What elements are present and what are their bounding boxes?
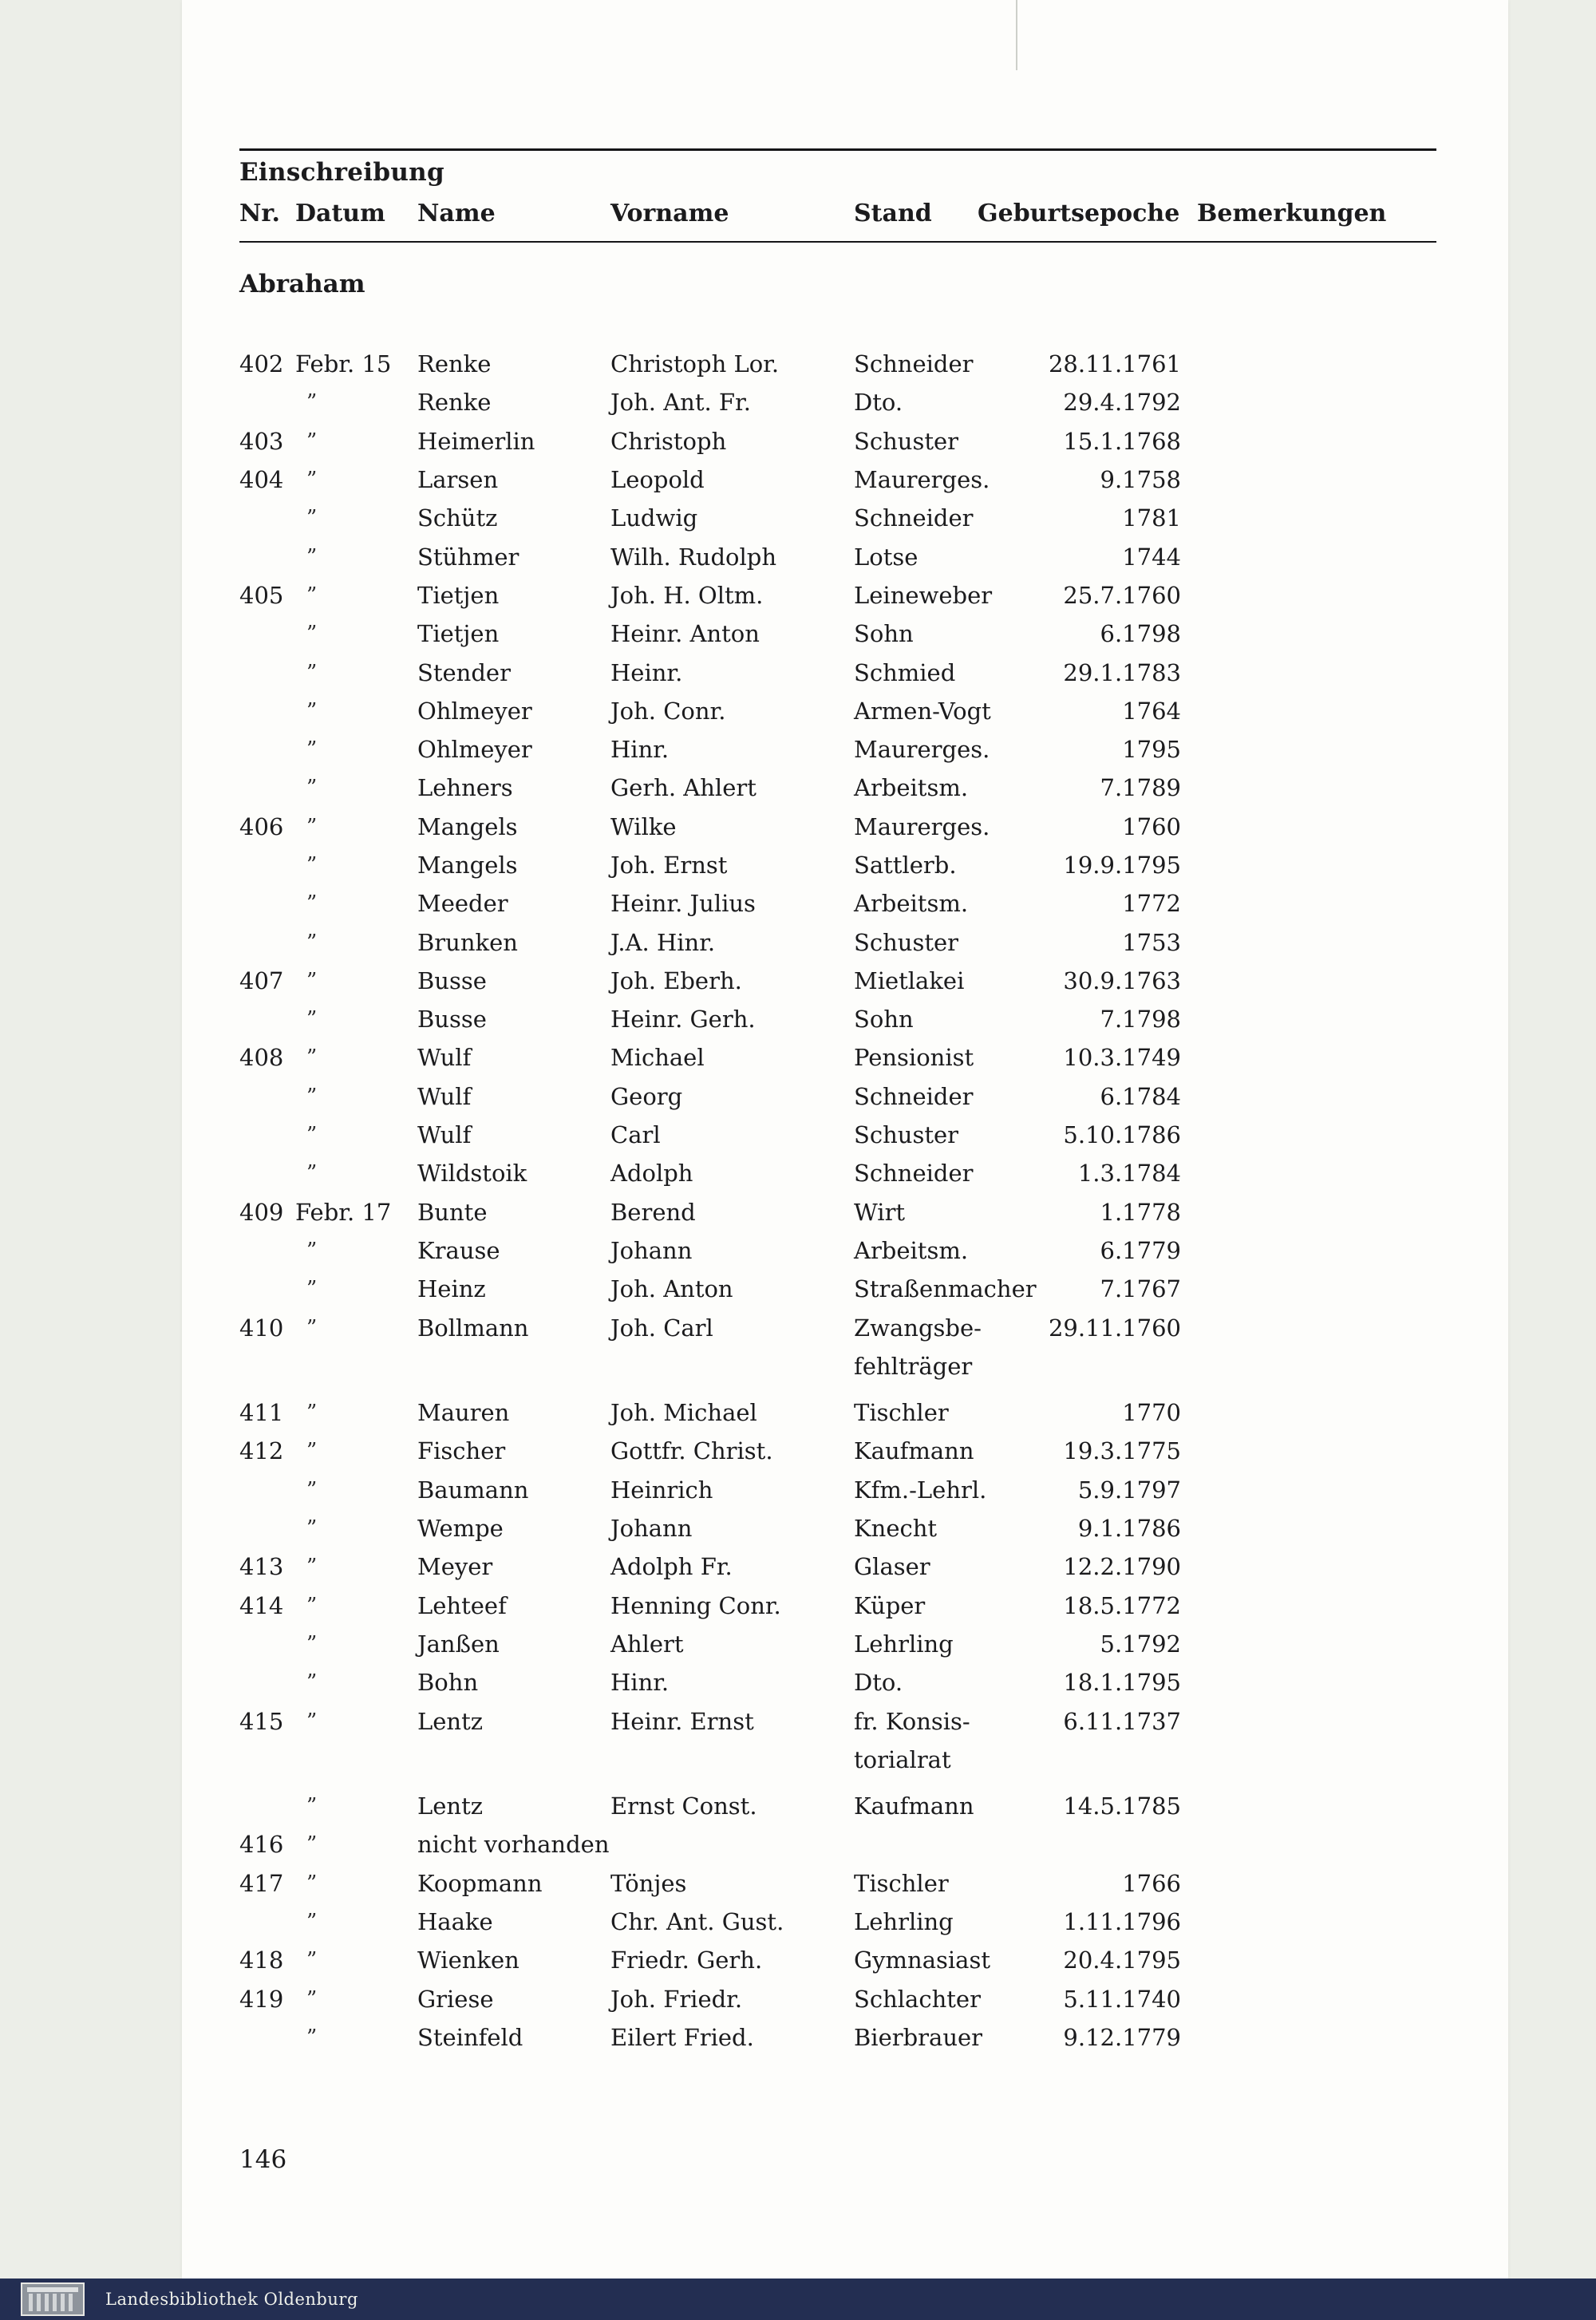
cell-stand: Schneider <box>854 504 974 532</box>
table-row <box>239 769 1484 807</box>
column-header-stand: Stand <box>854 200 932 227</box>
cell-vorname: Joh. Eberh. <box>610 966 742 994</box>
cell-stand: Knecht <box>854 1515 938 1543</box>
cell-stand: Maurerges. <box>854 736 990 764</box>
cell-vorname: Heinr. <box>610 658 683 686</box>
cell-geb: 5.11.1740 <box>1063 1985 1181 2013</box>
cell-name: Brunken <box>417 928 518 956</box>
table-row <box>239 1393 1484 1432</box>
cell-stand: Zwangsbe- <box>854 1314 982 1342</box>
cell-stand: torialrat <box>854 1745 951 1773</box>
cell-geb: 1.1778 <box>1100 1198 1181 1226</box>
cell-vorname: Gerh. Ahlert <box>610 774 757 802</box>
library-logo-icon <box>21 2282 85 2316</box>
table-row <box>239 576 1484 615</box>
cell-datum: ” <box>306 622 318 646</box>
cell-name: Renke <box>417 389 492 417</box>
table-row <box>239 1741 1484 1779</box>
cell-datum: ” <box>306 468 318 492</box>
column-header-row <box>239 200 1484 227</box>
cell-name: Meeder <box>417 890 508 918</box>
cell-nr: 403 <box>239 427 284 455</box>
cell-vorname: Wilke <box>610 812 677 840</box>
table-row <box>239 1941 1484 1979</box>
cell-vorname: Ernst Const. <box>610 1792 757 1820</box>
cell-vorname: Heinr. Gerh. <box>610 1006 756 1034</box>
column-header-bemerkungen: Bemerkungen <box>1197 200 1387 227</box>
cell-stand: Schmied <box>854 658 956 686</box>
cell-vorname: Ludwig <box>610 504 698 532</box>
cell-stand: Kaufmann <box>854 1437 974 1465</box>
cell-geb: 15.1.1768 <box>1063 427 1181 455</box>
cell-stand: Arbeitsm. <box>854 890 969 918</box>
cell-geb: 1766 <box>1122 1869 1181 1897</box>
cell-stand: Armen-Vogt <box>854 697 991 725</box>
cell-datum: ” <box>306 1910 318 1935</box>
table-row <box>239 1116 1484 1154</box>
cell-vorname: Georg <box>610 1082 683 1110</box>
cell-geb: 19.3.1775 <box>1063 1437 1181 1465</box>
cell-name: Lehners <box>417 774 513 802</box>
cell-datum: ” <box>306 506 318 531</box>
cell-geb: 1760 <box>1122 812 1181 840</box>
cell-vorname: Tönjes <box>610 1869 687 1897</box>
cell-name: Krause <box>417 1236 500 1264</box>
cell-vorname: Henning Conr. <box>610 1591 781 1619</box>
cell-datum: ” <box>306 429 318 453</box>
cell-datum: ” <box>306 1631 318 1656</box>
cell-geb: 14.5.1785 <box>1063 1792 1181 1820</box>
header-rule-bottom <box>239 241 1436 243</box>
cell-vorname: Gottfr. Christ. <box>610 1437 773 1465</box>
table-row <box>239 962 1484 1000</box>
cell-vorname: Joh. Carl <box>610 1314 713 1342</box>
cell-nr: 404 <box>239 466 284 494</box>
cell-vorname: Berend <box>610 1198 696 1226</box>
table-row <box>239 1587 1484 1625</box>
cell-vorname: Joh. Friedr. <box>610 1985 743 2013</box>
table-row <box>239 1193 1484 1231</box>
cell-geb: 30.9.1763 <box>1063 966 1181 994</box>
cell-nr: 407 <box>239 966 284 994</box>
cell-datum: ” <box>306 583 318 607</box>
cell-nr: 413 <box>239 1553 284 1581</box>
cell-name: Griese <box>417 1985 494 2013</box>
cell-geb: 20.4.1795 <box>1063 1947 1181 1974</box>
table-row <box>239 1903 1484 1941</box>
cell-datum: ” <box>306 660 318 685</box>
table-row <box>239 1270 1484 1308</box>
cell-name: Meyer <box>417 1553 493 1581</box>
cell-name: Bollmann <box>417 1314 529 1342</box>
cell-name: Busse <box>417 966 487 994</box>
cell-vorname: Joh. Ernst <box>610 852 728 879</box>
column-header-datum: Datum <box>295 200 385 227</box>
table-row <box>239 808 1484 846</box>
cell-datum: ” <box>306 1238 318 1263</box>
table-row <box>239 422 1484 460</box>
cell-datum: ” <box>306 1161 318 1186</box>
cell-geb: 10.3.1749 <box>1063 1044 1181 1072</box>
cell-vorname: Ahlert <box>610 1630 684 1658</box>
cell-name: Wempe <box>417 1515 504 1543</box>
cell-name: Haake <box>417 1908 493 1936</box>
cell-name: Bohn <box>417 1669 479 1697</box>
table-row <box>239 1509 1484 1547</box>
cell-stand: Schuster <box>854 928 959 956</box>
table-row <box>239 1308 1484 1346</box>
cell-nr: 402 <box>239 350 284 378</box>
cell-stand: Sattlerb. <box>854 852 957 879</box>
cell-geb: 6.1779 <box>1100 1236 1181 1264</box>
cell-datum: ” <box>306 968 318 993</box>
cell-name: Wulf <box>417 1121 472 1149</box>
cell-name: Tietjen <box>417 620 500 648</box>
cell-name: Fischer <box>417 1437 506 1465</box>
cell-datum: ” <box>306 1123 318 1148</box>
cell-stand: Lehrling <box>854 1908 954 1936</box>
cell-name: Ohlmeyer <box>417 697 532 725</box>
cell-name: Busse <box>417 1006 487 1034</box>
cell-datum: ” <box>306 1439 318 1464</box>
column-header-geburtsepoche: Geburtsepoche <box>978 200 1180 227</box>
table-row <box>239 1663 1484 1701</box>
cell-nr: 409 <box>239 1198 284 1226</box>
cell-geb: 1795 <box>1122 736 1181 764</box>
cell-name: Bunte <box>417 1198 488 1226</box>
table-row <box>239 1979 1484 2018</box>
cell-stand: fehlträger <box>854 1352 973 1380</box>
cell-geb: 18.1.1795 <box>1063 1669 1181 1697</box>
cell-datum: ” <box>306 853 318 877</box>
cell-stand: Maurerges. <box>854 812 990 840</box>
cell-geb: 25.7.1760 <box>1063 581 1181 609</box>
cell-vorname: Carl <box>610 1121 661 1149</box>
cell-geb: 1.11.1796 <box>1063 1908 1181 1936</box>
cell-name: Schütz <box>417 504 498 532</box>
cell-datum: ” <box>306 930 318 954</box>
cell-name: Janßen <box>417 1630 500 1658</box>
column-header-vorname: Vorname <box>610 200 729 227</box>
cell-stand: Sohn <box>854 620 914 648</box>
cell-vorname: Joh. Michael <box>610 1399 757 1427</box>
cell-datum: ” <box>306 1555 318 1579</box>
table-row <box>239 1154 1484 1192</box>
cell-datum: ” <box>306 1477 318 1502</box>
table-row <box>239 653 1484 691</box>
cell-geb: 1772 <box>1122 890 1181 918</box>
cell-stand: Dto. <box>854 389 903 417</box>
cell-name: Heimerlin <box>417 427 535 455</box>
cell-geb: 29.1.1783 <box>1063 658 1181 686</box>
cell-name: Wienken <box>417 1947 519 1974</box>
cell-datum: ” <box>306 891 318 916</box>
cell-datum: ” <box>306 1948 318 1973</box>
cell-stand: Glaser <box>854 1553 930 1581</box>
cell-geb: 7.1767 <box>1100 1275 1181 1303</box>
cell-geb: 18.5.1772 <box>1063 1591 1181 1619</box>
cell-vorname: Friedr. Gerh. <box>610 1947 763 1974</box>
cell-stand: Leineweber <box>854 581 993 609</box>
cell-datum: ” <box>306 814 318 839</box>
cell-stand: Schuster <box>854 427 959 455</box>
cell-stand: Gymnasiast <box>854 1947 990 1974</box>
cell-geb: 6.1784 <box>1100 1082 1181 1110</box>
table-row <box>239 884 1484 923</box>
cell-vorname: Heinrich <box>610 1476 713 1504</box>
cell-nr: 405 <box>239 581 284 609</box>
cell-geb: 5.9.1797 <box>1077 1476 1181 1504</box>
table-row <box>239 499 1484 537</box>
cell-datum: ” <box>306 1593 318 1618</box>
table-row <box>239 2018 1484 2057</box>
cell-stand: Schuster <box>854 1121 959 1149</box>
cell-datum: ” <box>306 1709 318 1733</box>
table-row <box>239 1701 1484 1740</box>
section-title: Abraham <box>239 270 365 298</box>
cell-vorname: Chr. Ant. Gust. <box>610 1908 784 1936</box>
cell-stand: Lehrling <box>854 1630 954 1658</box>
cell-name: Ohlmeyer <box>417 736 532 764</box>
cell-nr: 416 <box>239 1831 284 1859</box>
cell-nr: 418 <box>239 1947 284 1974</box>
cell-vorname: Joh. H. Oltm. <box>610 581 764 609</box>
cell-stand: Mietlakei <box>854 966 965 994</box>
table-row <box>239 345 1484 383</box>
library-name: Landesbibliothek Oldenburg <box>105 2290 358 2309</box>
cell-geb: 28.11.1761 <box>1048 350 1181 378</box>
cell-stand: Tischler <box>854 1399 949 1427</box>
cell-geb: 1.3.1784 <box>1077 1160 1181 1188</box>
table-row <box>239 1864 1484 1903</box>
cell-stand: Tischler <box>854 1869 949 1897</box>
cell-vorname: Joh. Anton <box>610 1275 733 1303</box>
cell-stand: Küper <box>854 1591 926 1619</box>
register-table <box>239 345 1484 2057</box>
cell-geb: 1781 <box>1122 504 1181 532</box>
table-row <box>239 1471 1484 1509</box>
cell-vorname: Adolph Fr. <box>610 1553 733 1581</box>
cell-stand: Bierbrauer <box>854 2023 983 2051</box>
cell-datum: ” <box>306 2025 318 2049</box>
cell-nr: 415 <box>239 1707 284 1735</box>
table-row <box>239 1432 1484 1470</box>
cell-name: Stender <box>417 658 511 686</box>
cell-name: Tietjen <box>417 581 500 609</box>
cell-name: Renke <box>417 350 492 378</box>
cell-name: Wildstoik <box>417 1160 527 1188</box>
cell-stand: Arbeitsm. <box>854 774 969 802</box>
cell-geb: 9.1758 <box>1100 466 1181 494</box>
cell-datum: ” <box>306 1794 318 1819</box>
cell-name: Wulf <box>417 1082 472 1110</box>
cell-vorname: Hinr. <box>610 736 670 764</box>
cell-nr: 414 <box>239 1591 284 1619</box>
cell-name: Heinz <box>417 1275 486 1303</box>
table-row <box>239 1000 1484 1038</box>
table-row <box>239 1625 1484 1663</box>
table-row <box>239 846 1484 884</box>
cell-datum: ” <box>306 1084 318 1109</box>
cell-datum: ” <box>306 1871 318 1895</box>
cell-name: Stühmer <box>417 543 519 571</box>
cell-vorname: Adolph <box>610 1160 693 1188</box>
cell-stand: Maurerges. <box>854 466 990 494</box>
cell-geb: 1753 <box>1122 928 1181 956</box>
cell-stand: Schneider <box>854 1082 974 1110</box>
cell-name: Mangels <box>417 812 518 840</box>
library-footer-bar <box>0 2279 1596 2320</box>
cell-nr: 412 <box>239 1437 284 1465</box>
cell-geb: 29.11.1760 <box>1048 1314 1181 1342</box>
cell-nr: 410 <box>239 1314 284 1342</box>
cell-vorname: Leopold <box>610 466 705 494</box>
cell-datum: ” <box>306 390 318 415</box>
cell-datum: ” <box>306 544 318 569</box>
cell-stand: Arbeitsm. <box>854 1236 969 1264</box>
cell-geb: 12.2.1790 <box>1063 1553 1181 1581</box>
cell-stand: Schlachter <box>854 1985 981 2013</box>
cell-geb: 7.1789 <box>1100 774 1181 802</box>
cell-geb: 6.1798 <box>1100 620 1181 648</box>
cell-datum: ” <box>306 698 318 723</box>
cell-name: Lentz <box>417 1792 484 1820</box>
cell-name: nicht vorhanden <box>417 1831 610 1859</box>
cell-name: Mauren <box>417 1399 510 1427</box>
cell-geb: 9.1.1786 <box>1077 1515 1181 1543</box>
cell-geb: 29.4.1792 <box>1063 389 1181 417</box>
cell-geb: 19.9.1795 <box>1063 852 1181 879</box>
book-page <box>182 0 1508 2279</box>
cell-vorname: Christoph <box>610 427 727 455</box>
cell-stand: Sohn <box>854 1006 914 1034</box>
cell-vorname: J.A. Hinr. <box>610 928 716 956</box>
column-header-name: Name <box>417 200 496 227</box>
cell-geb: 7.1798 <box>1100 1006 1181 1034</box>
table-row <box>239 460 1484 499</box>
cell-geb: 6.11.1737 <box>1063 1707 1181 1735</box>
cell-datum: ” <box>306 1277 318 1302</box>
cell-datum: Febr. 17 <box>295 1198 392 1226</box>
table-row <box>239 923 1484 961</box>
cell-geb: 9.12.1779 <box>1063 2023 1181 2051</box>
table-row <box>239 383 1484 421</box>
cell-name: Wulf <box>417 1044 472 1072</box>
table-row <box>239 1787 1484 1825</box>
cell-stand: Wirt <box>854 1198 906 1226</box>
cell-datum: Febr. 15 <box>295 350 392 378</box>
cell-stand: Schneider <box>854 350 974 378</box>
table-row <box>239 1347 1484 1385</box>
header-rule-top <box>239 148 1436 151</box>
cell-stand: Dto. <box>854 1669 903 1697</box>
table-row <box>239 1231 1484 1270</box>
cell-datum: ” <box>306 1516 318 1541</box>
cell-nr: 408 <box>239 1044 284 1072</box>
cell-vorname: Eilert Fried. <box>610 2023 754 2051</box>
table-row <box>239 1077 1484 1116</box>
cell-vorname: Michael <box>610 1044 705 1072</box>
cell-datum: ” <box>306 737 318 762</box>
cell-stand: fr. Konsis- <box>854 1707 970 1735</box>
cell-stand: Kfm.-Lehrl. <box>854 1476 987 1504</box>
cell-geb: 1770 <box>1122 1399 1181 1427</box>
cell-vorname: Heinr. Anton <box>610 620 760 648</box>
page-fold-line <box>1016 0 1017 70</box>
cell-vorname: Hinr. <box>610 1669 670 1697</box>
cell-datum: ” <box>306 1045 318 1070</box>
cell-datum: ” <box>306 1315 318 1340</box>
cell-nr: 411 <box>239 1399 284 1427</box>
cell-geb: 1744 <box>1122 543 1181 571</box>
cell-datum: ” <box>306 776 318 800</box>
cell-geb: 1764 <box>1122 697 1181 725</box>
cell-datum: ” <box>306 1832 318 1857</box>
cell-name: Lentz <box>417 1707 484 1735</box>
cell-datum: ” <box>306 1007 318 1032</box>
table-row <box>239 537 1484 575</box>
cell-vorname: Johann <box>610 1236 693 1264</box>
cell-name: Mangels <box>417 852 518 879</box>
cell-vorname: Joh. Ant. Fr. <box>610 389 751 417</box>
cell-vorname: Christoph Lor. <box>610 350 780 378</box>
table-row <box>239 1825 1484 1864</box>
table-row <box>239 1547 1484 1586</box>
cell-stand: Kaufmann <box>854 1792 974 1820</box>
column-header-nr: Nr. <box>239 200 280 227</box>
cell-vorname: Johann <box>610 1515 693 1543</box>
table-row <box>239 615 1484 653</box>
cell-name: Larsen <box>417 466 499 494</box>
cell-geb: 5.1792 <box>1100 1630 1181 1658</box>
cell-nr: 406 <box>239 812 284 840</box>
cell-datum: ” <box>306 1670 318 1695</box>
cell-stand: Straßenmacher <box>854 1275 1037 1303</box>
cell-stand: Schneider <box>854 1160 974 1188</box>
cell-name: Lehteef <box>417 1591 507 1619</box>
table-title: Einschreibung <box>239 158 444 187</box>
cell-vorname: Joh. Conr. <box>610 697 726 725</box>
cell-name: Koopmann <box>417 1869 543 1897</box>
table-row <box>239 692 1484 730</box>
cell-geb: 5.10.1786 <box>1063 1121 1181 1149</box>
page-number: 146 <box>239 2145 287 2174</box>
cell-datum: ” <box>306 1401 318 1425</box>
cell-name: Steinfeld <box>417 2023 523 2051</box>
cell-vorname: Heinr. Ernst <box>610 1707 754 1735</box>
cell-nr: 417 <box>239 1869 284 1897</box>
cell-stand: Pensionist <box>854 1044 974 1072</box>
cell-vorname: Heinr. Julius <box>610 890 756 918</box>
cell-vorname: Wilh. Rudolph <box>610 543 777 571</box>
cell-name: Baumann <box>417 1476 529 1504</box>
table-row <box>239 730 1484 769</box>
cell-stand: Lotse <box>854 543 918 571</box>
table-row <box>239 1038 1484 1077</box>
cell-nr: 419 <box>239 1985 284 2013</box>
cell-datum: ” <box>306 1986 318 2011</box>
